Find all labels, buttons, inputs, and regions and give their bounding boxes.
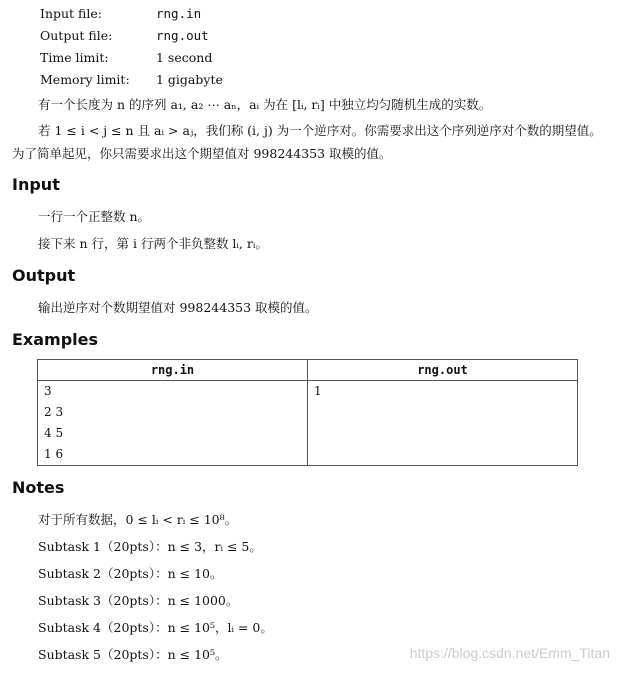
meta-value: 1 gigabyte	[156, 71, 223, 87]
example-output	[308, 381, 578, 466]
meta-value: rng.in	[156, 5, 202, 21]
example-input-line: 1 6	[44, 447, 64, 461]
meta-label: Memory limit:	[40, 71, 130, 87]
meta-label: Time limit:	[40, 49, 109, 65]
watermark: https://blog.csdn.net/Emm_Titan	[409, 645, 610, 661]
statement-paragraph: 若 1 ≤ i < j ≤ n 且 aᵢ > aⱼ，我们称 (i, j) 为一个逆序对。你需要求出这个序列逆序对个数的期望值。为了简单起见，你只需要求出这个期望值对 998244353 取模的值。	[12, 123, 602, 161]
example-output-line: 1	[314, 384, 322, 398]
note-line: 对于所有数据，0 ≤ lᵢ < rᵢ ≤ 10⁸。	[38, 512, 238, 527]
problem-meta	[40, 2, 223, 90]
statement-paragraph: 有一个长度为 n 的序列 a₁, a₂ ⋯ aₙ，aᵢ 为在 [lᵢ, rᵢ] 中独立均匀随机生成的实数。	[38, 97, 492, 112]
example-input-line: 3	[44, 384, 52, 398]
note-line: Subtask 5（20pts）：n ≤ 10⁵。	[38, 647, 228, 662]
input-line: 一行一个正整数 n。	[38, 209, 151, 224]
output-line: 输出逆序对个数期望值对 998244353 取模的值。	[38, 300, 318, 315]
note-line: Subtask 2（20pts）：n ≤ 10。	[38, 566, 223, 581]
example-input-line: 4 5	[44, 426, 64, 440]
examples-table	[37, 359, 578, 466]
input-line: 接下来 n 行，第 i 行两个非负整数 lᵢ, rᵢ。	[38, 236, 268, 251]
column-header: rng.in	[38, 360, 308, 381]
section-heading-output: Output	[12, 266, 76, 285]
note-line: Subtask 1（20pts）：n ≤ 3，rᵢ ≤ 5。	[38, 539, 262, 554]
note-line: Subtask 4（20pts）：n ≤ 10⁵，lᵢ = 0。	[38, 620, 273, 635]
column-header: rng.out	[308, 360, 578, 381]
meta-label: Output file:	[40, 27, 113, 43]
section-heading-examples: Examples	[12, 330, 99, 349]
note-line: Subtask 3（20pts）：n ≤ 1000。	[38, 593, 239, 608]
example-input	[38, 381, 308, 466]
section-heading-input: Input	[12, 175, 60, 194]
meta-value: rng.out	[156, 27, 209, 43]
meta-value: 1 second	[156, 49, 213, 65]
meta-label: Input file:	[40, 5, 102, 21]
section-heading-notes: Notes	[12, 478, 65, 497]
example-input-line: 2 3	[44, 405, 64, 419]
